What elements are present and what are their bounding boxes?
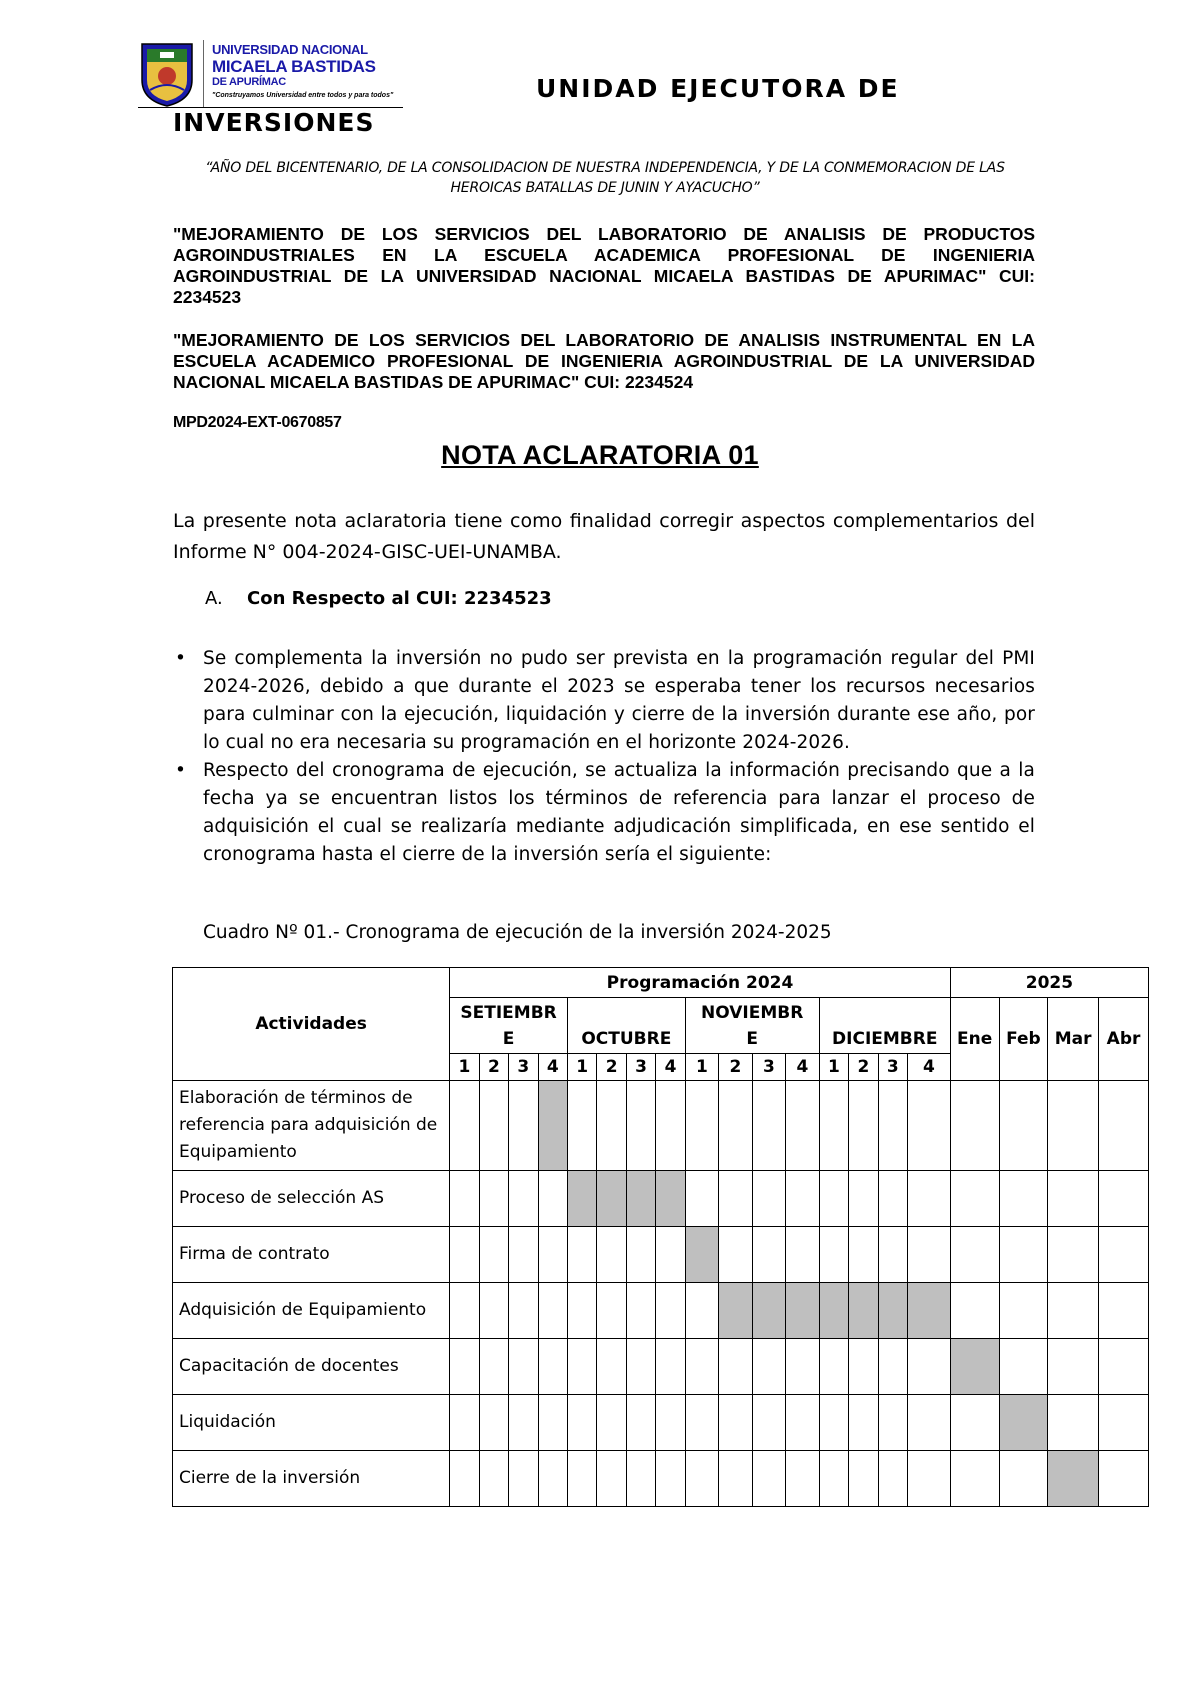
- bullet-list: [175, 645, 1035, 869]
- schedule-cell: [999, 1283, 1048, 1339]
- month-header-2025: Mar: [1048, 998, 1099, 1081]
- month-header: [819, 998, 950, 1054]
- schedule-cell-filled: [786, 1283, 820, 1339]
- week-number: 4: [656, 1054, 685, 1081]
- schedule-cell: [1048, 1171, 1099, 1227]
- schedule-cell: [950, 1451, 999, 1507]
- schedule-cell: [479, 1339, 508, 1395]
- schedule-cell: [626, 1451, 655, 1507]
- schedule-cell: [786, 1171, 820, 1227]
- schedule-cell-filled: [626, 1171, 655, 1227]
- schedule-cell: [450, 1227, 479, 1283]
- week-number: 1: [819, 1054, 848, 1081]
- schedule-cell: [1048, 1081, 1099, 1171]
- schedule-cell: [685, 1395, 719, 1451]
- schedule-cell: [685, 1081, 719, 1171]
- table-row: [173, 1395, 1149, 1451]
- month-header: [450, 998, 568, 1054]
- section-a-heading: [205, 588, 552, 609]
- schedule-cell: [719, 1395, 753, 1451]
- schedule-cell: [656, 1451, 685, 1507]
- month-label-part: SETIEMBR: [460, 1002, 557, 1023]
- schedule-cell: [479, 1171, 508, 1227]
- schedule-cell: [719, 1227, 753, 1283]
- month-label-part: DICIEMBRE: [832, 1028, 938, 1049]
- schedule-cell-filled: [752, 1283, 786, 1339]
- table-caption: Cuadro Nº 01.- Cronograma de ejecución de la inversión 2024-2025: [203, 922, 832, 943]
- university-name-block: [212, 42, 393, 100]
- schedule-cell: [752, 1339, 786, 1395]
- month-label-part: OCTUBRE: [581, 1028, 672, 1049]
- schedule-cell: [685, 1171, 719, 1227]
- schedule-cell: [509, 1395, 538, 1451]
- schedule-cell: [656, 1395, 685, 1451]
- schedule-cell: [950, 1171, 999, 1227]
- schedule-cell: [626, 1339, 655, 1395]
- schedule-cell-filled: [656, 1171, 685, 1227]
- schedule-cell-filled: [819, 1283, 848, 1339]
- schedule-cell: [786, 1227, 820, 1283]
- schedule-cell: [1099, 1081, 1149, 1171]
- schedule-cell: [950, 1081, 999, 1171]
- schedule-cell: [999, 1227, 1048, 1283]
- schedule-cell: [567, 1395, 596, 1451]
- schedule-cell: [685, 1283, 719, 1339]
- schedule-cell: [656, 1283, 685, 1339]
- schedule-cell: [819, 1395, 848, 1451]
- schedule-cell-filled: [849, 1283, 878, 1339]
- schedule-cell: [878, 1081, 907, 1171]
- schedule-cell: [450, 1395, 479, 1451]
- schedule-cell: [878, 1395, 907, 1451]
- schedule-cell: [479, 1283, 508, 1339]
- month-header: [685, 998, 819, 1054]
- schedule-cell: [538, 1395, 567, 1451]
- schedule-cell: [878, 1451, 907, 1507]
- week-number: 2: [479, 1054, 508, 1081]
- bullet-text: Respecto del cronograma de ejecución, se actualiza la información precisando que a la fecha ya se encuentran listos los términos de referencia para lanzar el proceso de adquisición el cual se realizaría mediante adjudicación simplificada, en ese sentido el cronograma hasta el cierre de la inversión sería el siguiente:: [203, 760, 1035, 865]
- schedule-cell: [509, 1339, 538, 1395]
- schedule-cell: [656, 1339, 685, 1395]
- schedule-cell: [1099, 1283, 1149, 1339]
- schedule-cell: [908, 1395, 951, 1451]
- schedule-cell: [719, 1081, 753, 1171]
- list-item: [175, 757, 1035, 869]
- week-number: 3: [878, 1054, 907, 1081]
- week-number: 3: [752, 1054, 786, 1081]
- table-row: [173, 1451, 1149, 1507]
- schedule-cell: [849, 1171, 878, 1227]
- schedule-cell: [597, 1283, 626, 1339]
- schedule-cell: [752, 1395, 786, 1451]
- schedule-table: [172, 967, 1149, 1507]
- schedule-cell: [950, 1227, 999, 1283]
- schedule-cell: [908, 1081, 951, 1171]
- schedule-cell: [752, 1451, 786, 1507]
- schedule-cell: [849, 1339, 878, 1395]
- schedule-cell: [450, 1283, 479, 1339]
- university-line-2: MICAELA BASTIDAS: [212, 57, 376, 76]
- schedule-body: [173, 1081, 1149, 1507]
- schedule-cell: [450, 1339, 479, 1395]
- activity-name: Liquidación: [173, 1395, 450, 1451]
- activity-name: Adquisición de Equipamiento: [173, 1283, 450, 1339]
- schedule-cell: [950, 1395, 999, 1451]
- schedule-cell: [685, 1339, 719, 1395]
- section-label: Con Respecto al CUI: 2234523: [247, 588, 552, 609]
- week-number: 2: [719, 1054, 753, 1081]
- schedule-cell: [786, 1395, 820, 1451]
- schedule-cell: [450, 1171, 479, 1227]
- schedule-cell: [999, 1171, 1048, 1227]
- month-header-2025: Feb: [999, 998, 1048, 1081]
- schedule-cell: [878, 1171, 907, 1227]
- schedule-cell: [509, 1451, 538, 1507]
- unit-title: UNIDAD EJECUTORA DE: [536, 74, 900, 103]
- activity-name: Proceso de selección AS: [173, 1171, 450, 1227]
- schedule-cell: [819, 1227, 848, 1283]
- bullet-icon: •: [175, 648, 187, 669]
- nota-title: NOTA ACLARATORIA 01: [441, 440, 759, 470]
- schedule-cell: [1099, 1451, 1149, 1507]
- schedule-cell: [1048, 1395, 1099, 1451]
- schedule-cell: [849, 1395, 878, 1451]
- month-label-part: NOVIEMBR: [701, 1002, 804, 1023]
- schedule-cell-filled: [878, 1283, 907, 1339]
- schedule-cell-filled: [685, 1227, 719, 1283]
- week-number: 4: [908, 1054, 951, 1081]
- schedule-cell: [538, 1227, 567, 1283]
- schedule-cell: [878, 1227, 907, 1283]
- month-label-part: E: [502, 1028, 515, 1049]
- schedule-cell: [786, 1339, 820, 1395]
- schedule-cell: [908, 1451, 951, 1507]
- bullet-text: Se complementa la inversión no pudo ser prevista en la programación regular del PMI 2024-2026, debido a que durante el 2023 se esperaba tener los recursos necesarios para culminar con la ejecución, liquidación y cierre de la inversión durante ese año, por lo cual no era necesaria su programación en el horizonte 2024-2026.: [203, 648, 1035, 753]
- schedule-cell: [752, 1227, 786, 1283]
- list-item: [175, 645, 1035, 757]
- schedule-cell: [597, 1395, 626, 1451]
- schedule-cell: [538, 1451, 567, 1507]
- schedule-cell: [509, 1283, 538, 1339]
- schedule-cell: [819, 1339, 848, 1395]
- schedule-cell: [999, 1451, 1048, 1507]
- schedule-cell: [999, 1081, 1048, 1171]
- schedule-cell: [450, 1451, 479, 1507]
- schedule-cell: [908, 1227, 951, 1283]
- schedule-cell-filled: [999, 1395, 1048, 1451]
- schedule-cell: [538, 1283, 567, 1339]
- schedule-cell: [567, 1227, 596, 1283]
- schedule-cell: [450, 1081, 479, 1171]
- month-header-2025: Ene: [950, 998, 999, 1081]
- schedule-cell: [567, 1081, 596, 1171]
- schedule-cell: [479, 1227, 508, 1283]
- schedule-cell: [849, 1081, 878, 1171]
- week-number: 1: [450, 1054, 479, 1081]
- schedule-cell: [752, 1171, 786, 1227]
- unit-title-continued: INVERSIONES: [173, 108, 375, 137]
- activity-name: Capacitación de docentes: [173, 1339, 450, 1395]
- schedule-cell: [685, 1451, 719, 1507]
- schedule-cell: [999, 1339, 1048, 1395]
- schedule-cell: [908, 1339, 951, 1395]
- schedule-cell: [786, 1081, 820, 1171]
- activities-header: Actividades: [173, 968, 450, 1081]
- schedule-cell: [538, 1339, 567, 1395]
- table-row: [173, 1283, 1149, 1339]
- schedule-cell: [626, 1283, 655, 1339]
- reference-code: MPD2024-EXT-0670857: [173, 414, 342, 431]
- schedule-cell: [479, 1451, 508, 1507]
- schedule-cell: [597, 1081, 626, 1171]
- schedule-cell-filled: [567, 1171, 596, 1227]
- university-line-1: UNIVERSIDAD NACIONAL: [212, 42, 368, 57]
- schedule-cell: [567, 1451, 596, 1507]
- schedule-cell: [1048, 1227, 1099, 1283]
- schedule-cell: [1099, 1395, 1149, 1451]
- section-letter: A.: [205, 588, 223, 609]
- schedule-cell-filled: [950, 1339, 999, 1395]
- schedule-cell: [567, 1283, 596, 1339]
- schedule-cell: [509, 1171, 538, 1227]
- program-2024-header: Programación 2024: [450, 968, 951, 998]
- schedule-cell-filled: [719, 1283, 753, 1339]
- schedule-cell: [719, 1171, 753, 1227]
- project-title-2: "MEJORAMIENTO DE LOS SERVICIOS DEL LABORATORIO DE ANALISIS INSTRUMENTAL EN LA ESCUELA ACADEMICO PROFESIONAL DE INGENIERIA AGROINDUSTRIAL DE LA UNIVERSIDAD NACIONAL MICAELA BASTIDAS DE APURIMAC" CUI: 2234524: [173, 330, 1035, 392]
- schedule-cell: [656, 1227, 685, 1283]
- week-number: 4: [538, 1054, 567, 1081]
- schedule-cell: [1099, 1171, 1149, 1227]
- university-motto: "Construyamos Universidad entre todos y para todos": [212, 92, 394, 99]
- month-label-part: E: [746, 1028, 759, 1049]
- table-row: [173, 1081, 1149, 1171]
- schedule-cell: [786, 1451, 820, 1507]
- week-number: 2: [849, 1054, 878, 1081]
- schedule-cell: [719, 1451, 753, 1507]
- schedule-cell: [479, 1395, 508, 1451]
- month-header-2025: Abr: [1099, 998, 1149, 1081]
- year-motto: “AÑO DEL BICENTENARIO, DE LA CONSOLIDACION DE NUESTRA INDEPENDENCIA, Y DE LA CONMEMORACION DE LAS HEROICAS BATALLAS DE JUNIN Y AYACUCHO”: [205, 160, 1005, 196]
- schedule-cell-filled: [1048, 1451, 1099, 1507]
- intro-paragraph: La presente nota aclaratoria tiene como finalidad corregir aspectos complementarios del Informe N° 004-2024-GISC-UEI-UNAMBA.: [173, 510, 1035, 563]
- schedule-cell: [819, 1081, 848, 1171]
- schedule-cell: [626, 1395, 655, 1451]
- schedule-cell-filled: [908, 1283, 951, 1339]
- schedule-cell: [597, 1451, 626, 1507]
- schedule-cell-filled: [538, 1081, 567, 1171]
- schedule-cell: [1099, 1339, 1149, 1395]
- schedule-cell: [819, 1451, 848, 1507]
- schedule-cell: [849, 1227, 878, 1283]
- schedule-cell-filled: [597, 1171, 626, 1227]
- year-2025-header: 2025: [950, 968, 1148, 998]
- week-number: 1: [685, 1054, 719, 1081]
- schedule-cell: [752, 1081, 786, 1171]
- schedule-cell: [538, 1171, 567, 1227]
- week-number: 3: [626, 1054, 655, 1081]
- schedule-cell: [819, 1171, 848, 1227]
- schedule-cell: [479, 1081, 508, 1171]
- schedule-cell: [849, 1451, 878, 1507]
- schedule-cell: [1048, 1283, 1099, 1339]
- schedule-cell: [509, 1081, 538, 1171]
- schedule-cell: [597, 1227, 626, 1283]
- schedule-cell: [656, 1081, 685, 1171]
- month-header: [567, 998, 685, 1054]
- schedule-cell: [719, 1339, 753, 1395]
- schedule-cell: [908, 1171, 951, 1227]
- week-number: 4: [786, 1054, 820, 1081]
- table-row: [173, 1171, 1149, 1227]
- activity-name: Firma de contrato: [173, 1227, 450, 1283]
- schedule-cell: [950, 1283, 999, 1339]
- schedule-cell: [626, 1081, 655, 1171]
- week-number: 2: [597, 1054, 626, 1081]
- schedule-cell: [626, 1227, 655, 1283]
- week-number: 1: [567, 1054, 596, 1081]
- project-title-1: "MEJORAMIENTO DE LOS SERVICIOS DEL LABORATORIO DE ANALISIS DE PRODUCTOS AGROINDUSTRIALES EN LA ESCUELA ACADEMICA PROFESIONAL DE INGENIERIA AGROINDUSTRIAL DE LA UNIVERSIDAD NACIONAL MICAELA BASTIDAS DE APURIMAC" CUI: 2234523: [173, 224, 1035, 307]
- week-number: 3: [509, 1054, 538, 1081]
- schedule-cell: [1048, 1339, 1099, 1395]
- schedule-cell: [509, 1227, 538, 1283]
- activity-name: Cierre de la inversión: [173, 1451, 450, 1507]
- university-line-3: DE APURÍMAC: [212, 76, 286, 88]
- table-row: [173, 1339, 1149, 1395]
- schedule-cell: [597, 1339, 626, 1395]
- activity-name: Elaboración de términos de referencia para adquisición de Equipamiento: [173, 1081, 450, 1171]
- schedule-cell: [878, 1339, 907, 1395]
- schedule-cell: [1099, 1227, 1149, 1283]
- table-row: [173, 1227, 1149, 1283]
- header-divider: [203, 40, 204, 108]
- schedule-cell: [567, 1339, 596, 1395]
- bullet-icon: •: [175, 760, 187, 781]
- university-crest-icon: [138, 40, 196, 108]
